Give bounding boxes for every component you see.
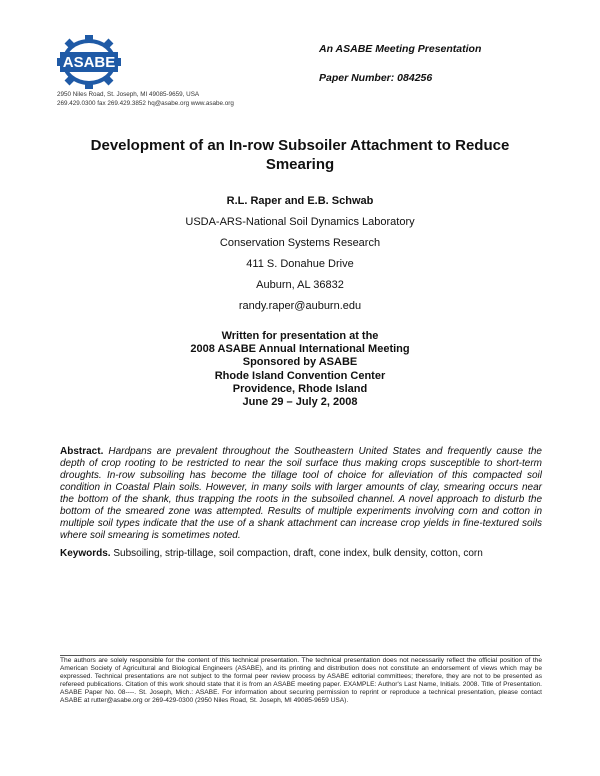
presentation-label: An ASABE Meeting Presentation (319, 43, 482, 55)
presentation-line-4: Rhode Island Convention Center (214, 369, 386, 382)
logo-wordmark: ASABE (62, 54, 116, 71)
affiliation-city: Auburn, AL 36832 (256, 279, 344, 291)
abstract-label: Abstract. (60, 446, 104, 457)
meeting-header (319, 42, 569, 86)
author-email: randy.raper@auburn.edu (238, 300, 362, 312)
paper-title: Development of an In-row Subsoiler Attachment to Reduce Smearing (90, 137, 510, 173)
address-line-2: 269.429.0300 fax 269.429.3852 hq@asabe.org www.asabe.org (57, 100, 234, 107)
presentation-info (60, 330, 540, 409)
presentation-line-6: June 29 – July 2, 2008 (242, 396, 358, 409)
abstract (60, 446, 542, 542)
abstract-text: Hardpans are prevalent throughout the Southeastern United States and frequently cause the depth of crop rooting to be restricted to near the soil surface thus making crops susceptible to short-term droughts. In-row subsoiling has become the tillage tool of choice for alleviation of this compacted soil condition in Coastal Plain soils. However, in many soils with larger amounts of clay, smearing occurs near the bottom of the shank, thus trapping the roots in the subsoiled channel. A novel approach to disturb the bottom of the smeared zone was attempted. Results of multiple experiments involving corn and cotton in multiple soil types indicate that the use of a shank attachment can increase crop yields in fine-textured soils where soil smearing is sometimes noted. (60, 446, 542, 541)
presentation-line-1: Written for presentation at the (221, 330, 379, 342)
keywords (60, 548, 542, 560)
address-line-1: 2950 Niles Road, St. Joseph, MI 49085-9659, USA (57, 91, 200, 98)
keywords-text: Subsoiling, strip-tillage, soil compaction, draft, cone index, bulk density, cotton, corn (113, 548, 483, 559)
paper-number: Paper Number: 084256 (319, 72, 433, 84)
footnote-divider (60, 655, 540, 656)
presentation-line-2: 2008 ASABE Annual International Meeting (190, 343, 410, 356)
affiliation-unit: Conservation Systems Research (219, 237, 381, 249)
society-address (57, 90, 277, 108)
presentation-line-5: Providence, Rhode Island (232, 382, 368, 395)
authors: R.L. Raper and E.B. Schwab (226, 195, 374, 207)
disclaimer-footnote: The authors are solely responsible for the content of this technical presentation. The technical presentation does not necessarily reflect the official position of the American Society of Agricultural and Biological Engineers (ASABE), and its printing and distribution does not constitute an endorsement of views which may be expressed. Technical presentations are not subject to the formal peer review process by ASABE editorial committees; therefore, they are not to be presented as refereed publications. Citation of this work should state that it is from an ASABE meeting paper. EXAMPLE: Author's Last Name, Initials. 2008. Title of Presentation. ASABE Paper No. 08----. St. Joseph, Mich.: ASABE. For information about securing permission to reprint or reproduce a technical presentation, please contact ASABE at rutter@asabe.org or 269-429-0300 (2950 Niles Road, St. Joseph, MI 49085-9659 USA). (60, 657, 542, 705)
affiliation-street: 411 S. Donahue Drive (246, 258, 354, 270)
keywords-label: Keywords. (60, 548, 111, 559)
asabe-gear-emblem-icon (57, 35, 121, 89)
affiliation-lab: USDA-ARS-National Soil Dynamics Laboratory (185, 216, 415, 228)
presentation-line-3: Sponsored by ASABE (242, 356, 358, 369)
